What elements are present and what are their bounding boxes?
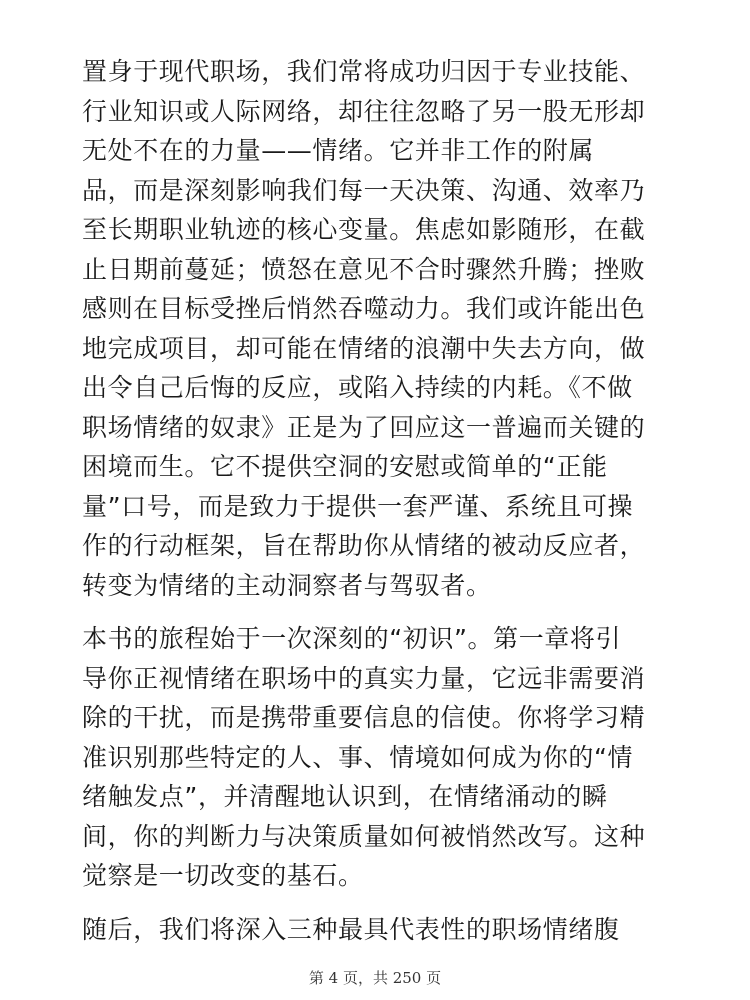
text-line: 导你正视情绪在职场中的真实力量，它远非需要消 [82,663,646,693]
text-line: 觉察是一切改变的基石。 [82,861,364,890]
text-line: 困境而生。它不提供空洞的安慰或简单的“正能 [82,452,608,481]
text-line: 感则在目标受挫后悄然吞噬动力。我们或许能出色 [82,294,646,323]
text-line: 随后，我们将深入三种最具代表性的职场情绪腹 [82,914,620,944]
text-line: 地完成项目，却可能在情绪的浪潮中失去方向，做 [82,333,646,363]
page-number-footer: 第 4 页，共 250 页 [308,969,442,987]
text-line: 行业知识或人际网络，却往往忽略了另一股无形却 [82,96,646,126]
text-line: 绪触发点”，并清醒地认识到，在情绪涌动的瞬 [82,782,608,811]
text-line: 准识别那些特定的人、事、情境如何成为你的“情 [82,742,634,772]
paragraph-2 [82,619,672,896]
paragraph-3 [82,910,672,950]
text-line: 至长期职业轨迹的核心变量。焦虑如影随形，在截 [82,215,646,244]
text-line: 职场情绪的奴隶》正是为了回应这一普遍而关键的 [82,412,646,442]
paragraph-spacer [82,896,672,910]
text-line: 除的干扰，而是携带重要信息的信使。你将学习精 [82,703,646,732]
text-line: 量”口号，而是致力于提供一套严谨、系统且可操 [82,491,634,521]
text-line: 出令自己后悔的反应，或陷入持续的内耗。《不做 [82,373,633,402]
text-line: 无处不在的力量——情绪。它并非工作的附属 [82,136,595,165]
text-line: 间，你的判断力与决策质量如何被悄然改写。这种 [82,821,646,851]
text-line: 置身于现代职场，我们常将成功归因于专业技能、 [82,57,646,86]
text-line: 本书的旅程始于一次深刻的“初识”。第一章将引 [82,624,622,653]
text-line: 转变为情绪的主动洞察者与驾驭者。 [82,570,492,600]
text-line: 作的行动框架，旨在帮助你从情绪的被动反应者， [82,531,646,560]
paragraph-1 [82,52,672,605]
body-text [82,52,672,949]
paragraph-spacer [82,605,672,619]
text-line: 止日期前蔓延；愤怒在意见不合时骤然升腾；挫败 [82,254,646,284]
text-line: 品，而是深刻影响我们每一天决策、沟通、效率乃 [82,175,646,205]
